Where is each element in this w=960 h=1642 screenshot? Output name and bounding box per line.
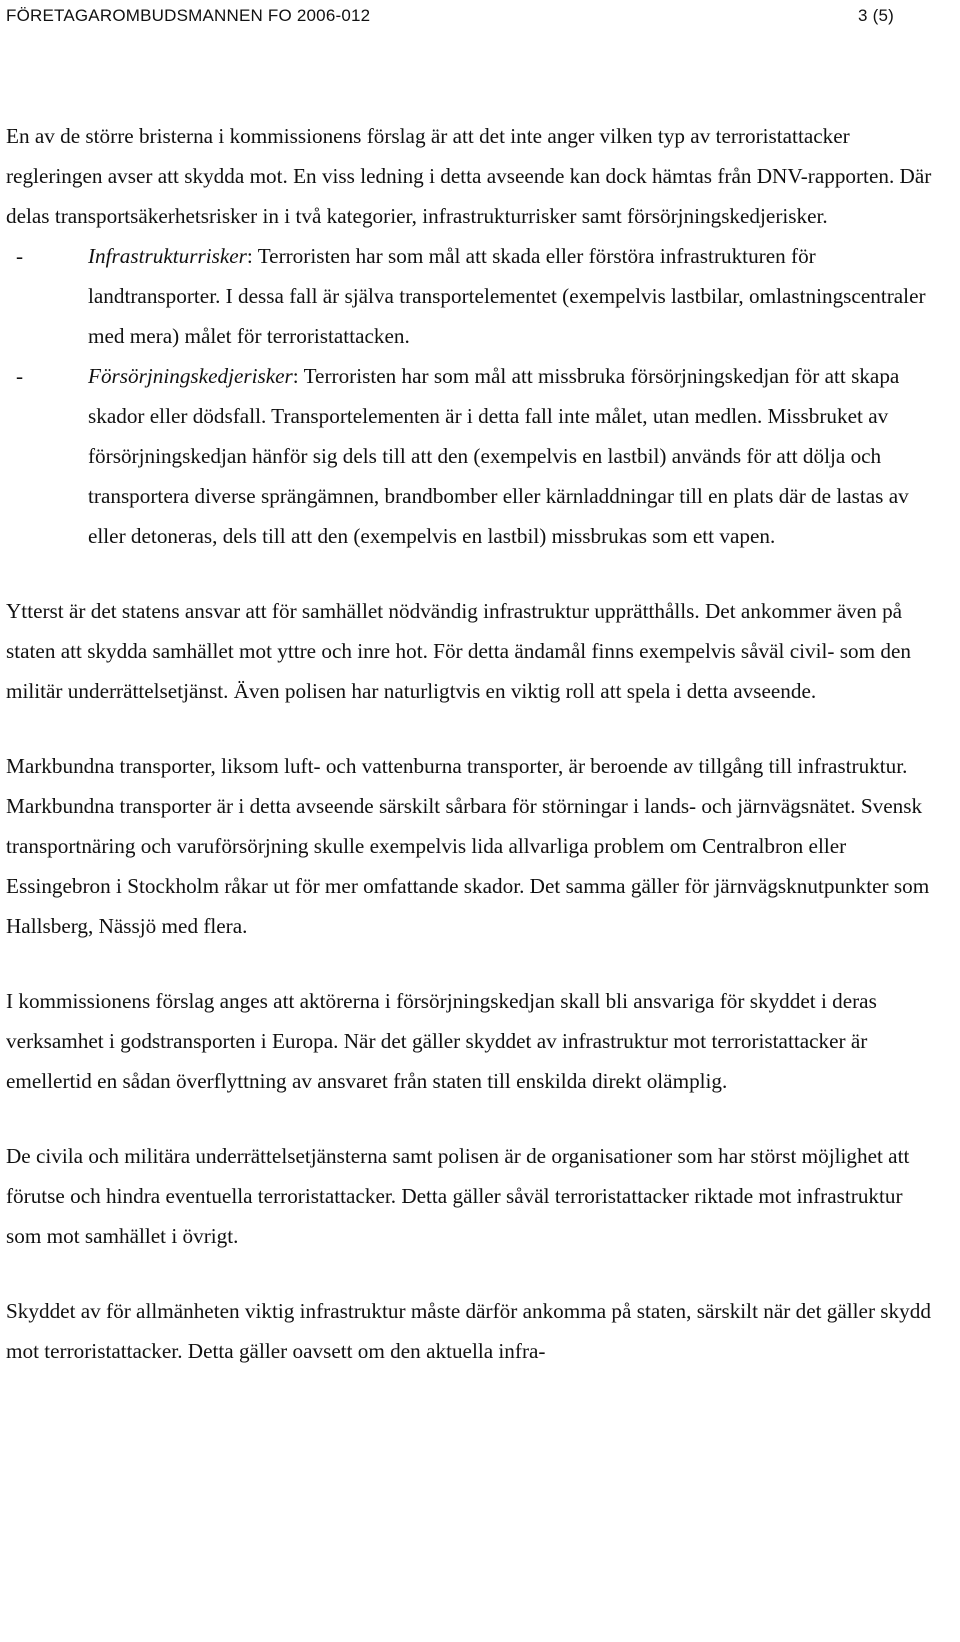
intro-paragraph: En av de större bristerna i kommissionens förslag är att det inte anger vilken typ av terroristattacker regleringen avser att skydda mot. En viss ledning i detta avseende kan dock hämtas från DNV-rapporten. Där delas transportsäkerhetsrisker in i två kategorier, infrastrukturrisker samt försörjningskedjerisker.: [6, 124, 932, 228]
body-paragraph: Markbundna transporter, liksom luft- och vattenburna transporter, är beroende av tillgång till infrastruktur. Markbundna transporter är i detta avseende särskilt sårbara för störningar i lands- och järnvägsnätet. Svensk transportnäring och varuförsörjning skulle exempelvis lida allvarliga problem om Centralbron eller Essingebron i Stockholm råkar ut för mer omfattande skador. Det samma gäller för järnvägsknutpunkter som Hallsberg, Nässjö med flera.: [6, 754, 930, 938]
document-title: FÖRETAGAROMBUDSMANNEN FO 2006-012: [6, 6, 371, 25]
page-header: [0, 4, 960, 34]
list-text: : Terroristen har som mål att skada eller förstöra infrastrukturen för landtransporter. I dessa fall är själva transportelementet (exempelvis lastbilar, omlastningscentraler med mera) målet för terroristattacken.: [88, 244, 926, 348]
list-item: [6, 356, 941, 556]
body-paragraph: Skyddet av för allmänheten viktig infrastruktur måste därför ankomma på staten, särskilt när det gäller skydd mot terroristattacker. Detta gäller oavsett om den aktuella infra-: [6, 1299, 931, 1363]
document-body: [6, 116, 941, 1371]
list-text: : Terroristen har som mål att missbruka försörjningskedjan för att skapa skador eller dödsfall. Transportelementen är i detta fall inte målet, utan medlen. Missbruket av försörjningskedjan hänför sig dels till att den (exempelvis en lastbil) används för att dölja och transportera diverse sprängämnen, brandbomber eller kärnladdningar till en plats där de lastas av eller detoneras, dels till att den (exempelvis en lastbil) missbrukas som ett vapen.: [88, 364, 909, 548]
body-paragraph: De civila och militära underrättelsetjänsterna samt polisen är de organisationer som har störst möjlighet att förutse och hindra eventuella terroristattacker. Detta gäller såväl terroristattacker riktade mot infrastruktur som mot samhället i övrigt.: [6, 1144, 910, 1248]
list-dash: -: [16, 244, 24, 268]
list-item: [6, 236, 941, 356]
list-term: Försörjningskedjerisker: [88, 364, 293, 388]
body-paragraph: Ytterst är det statens ansvar att för samhället nödvändig infrastruktur upprätthålls. Det ankommer även på staten att skydda samhället mot yttre och inre hot. För detta ändamål finns exempelvis såväl civil- som den militär underrättelsetjänst. Även polisen har naturligtvis en viktig roll att spela i detta avseende.: [6, 599, 911, 703]
list-term: Infrastrukturrisker: [88, 244, 247, 268]
body-paragraph: I kommissionens förslag anges att aktörerna i försörjningskedjan skall bli ansvariga för skyddet i deras verksamhet i godstransporten i Europa. När det gäller skyddet av infrastruktur mot terroristattacker är emellertid en sådan överflyttning av ansvaret från staten till enskilda direkt olämplig.: [6, 989, 877, 1093]
list-dash: -: [16, 364, 24, 388]
page-number: 3 (5): [858, 6, 894, 25]
